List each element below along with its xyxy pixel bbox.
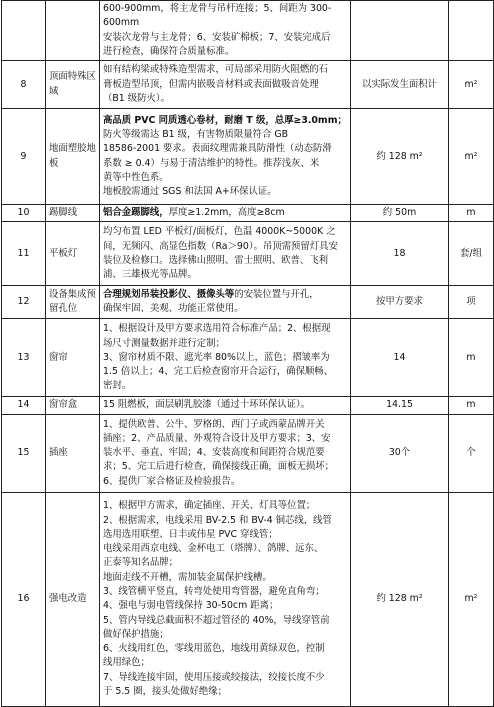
description-line: 1、根据甲方需求，确定插座、开关、灯具等位置； — [103, 500, 316, 512]
quantity: 18 — [351, 222, 449, 286]
table-row — [2, 222, 494, 286]
description-line: 选用选用联塑、日丰或伟星 PVC 穿线管； — [103, 528, 278, 540]
description-line: 黄等中性色系。 — [103, 171, 169, 183]
description-line: 于 5.5 圈，接头处做好绝缘； — [103, 686, 227, 698]
description-line: 600-900mm，将主龙骨与吊杆连接；5、间距为 300-600mm — [103, 3, 332, 29]
description-line: 6、提供厂家合格证及检验报告。 — [103, 475, 241, 487]
description-line: 插座；2、产品质量、外观符合设计及甲方要求；3、安 — [103, 432, 331, 444]
description-line: 膏板造型吊顶，但需内嵌吸音材料或表面做吸音处理 — [103, 78, 319, 90]
description-line: 地面走线不开槽，需加装金属保护线槽。 — [103, 571, 272, 583]
table-row — [2, 109, 494, 205]
table-row — [2, 205, 494, 222]
unit: 套/组 — [449, 222, 494, 286]
row-number: 8 — [2, 61, 46, 109]
row-number: 11 — [2, 222, 46, 286]
description-line: 1.5 倍以上；4、完工后检查窗帘开合运行，确保顺畅、 — [103, 366, 334, 378]
table-row — [2, 492, 494, 706]
unit: 项 — [449, 286, 494, 319]
unit: m² — [449, 61, 494, 109]
description-line: 电线采用西京电线、金杯电工（塔牌）、鸽牌、远东、 — [103, 543, 324, 555]
description-line: 2、根据需求，电线采用 BV-2.5 和 BV-4 铜芯线，线管 — [103, 514, 332, 526]
quantity: 以实际发生面积计 — [351, 61, 449, 109]
table-row — [2, 61, 494, 109]
description-line: 线用绿色； — [103, 657, 150, 669]
description-line: 1、根据设计及甲方要求选用符合标准产品；2、根据现 — [103, 323, 331, 335]
description-line: 1、提供欧普、公牛、罗格朗、西门子或西蒙品牌开关 — [103, 418, 325, 430]
description-lead: 铝合金踢脚线， — [103, 207, 169, 219]
description-line: 如有结构梁或特殊造型需求，可局部采用防火阻燃的石 — [103, 64, 329, 76]
description-lead: 高品质 PVC 同质透心卷材，耐磨 T 级，总厚≥3.0mm； — [103, 114, 347, 126]
item-name: 窗帘 — [46, 319, 100, 397]
description-line: 系数 ≥ 0.4）与易于清洁维护的特性。推荐浅灰、米 — [103, 157, 320, 169]
description-line: 4、强电与弱电管线保持 30-50cm 距离； — [103, 600, 279, 612]
item-description — [100, 286, 351, 319]
description-line: 装水平、垂直、牢固；4、安装高度和间距符合规范要 — [103, 447, 325, 459]
description-line: 浦、三雄极光等品牌。 — [103, 269, 197, 281]
item-name: 窗帘盒 — [46, 397, 100, 414]
item-description — [100, 319, 351, 397]
item-name: 设备集成预留孔位 — [46, 286, 100, 319]
description-line: 场尺寸测量数据并进行定制； — [103, 337, 225, 349]
unit: m² — [449, 492, 494, 706]
description-line: 间，无频闪、高显色指数（Ra＞90）。吊顶需预留灯具安 — [103, 240, 338, 252]
table-row — [2, 286, 494, 319]
description-line: 的安装位置与开孔， — [234, 289, 319, 301]
description-line: 厚度≥1.2mm，高度≥8cm — [168, 207, 285, 219]
description-line: 防火等级需达 B1 级，有害物质限量符合 GB — [103, 129, 289, 141]
quantity: 约 128 m² — [351, 109, 449, 205]
unit: m — [449, 319, 494, 397]
description-line: 7、导线连接牢固，使用压接或绞接法，绞接长度不少 — [103, 671, 325, 683]
table-row — [2, 1, 494, 61]
description-line: 进行检查，确保符合质量标准。 — [103, 45, 235, 57]
description-line: 密封。 — [103, 380, 132, 392]
description-line: 正泰等知名品牌； — [103, 557, 179, 569]
description-line: 均匀布置 LED 平板灯/面板灯，色温 4000K~5000K 之 — [103, 226, 336, 238]
description-line: 3、窗帘材质不限、遮光率 80%以上，蓝色；褶皱率为 — [103, 351, 330, 363]
description-line: 确保牢固、美观、功能正常使用。 — [103, 303, 244, 315]
quantity: 约 50m — [351, 205, 449, 222]
item-description — [100, 205, 351, 222]
item-description — [100, 1, 351, 61]
item-description — [100, 61, 351, 109]
row-number: 16 — [2, 492, 46, 706]
spec-table — [1, 0, 494, 707]
row-number: 13 — [2, 319, 46, 397]
item-description: 15 阻燃板，面层刷乳胶漆（通过十环环保认证）。 — [100, 397, 351, 414]
unit — [449, 1, 494, 61]
description-line: 安装次龙骨与主龙骨；6、安装矿棉板；7、安装完成后 — [103, 31, 331, 43]
quantity: 14 — [351, 319, 449, 397]
item-description — [100, 414, 351, 492]
quantity: 30个 — [351, 414, 449, 492]
table-row — [2, 319, 494, 397]
item-name: 顶面特殊区域 — [46, 61, 100, 109]
item-description — [100, 492, 351, 706]
quantity: 按甲方要求 — [351, 286, 449, 319]
description-line: 装位及检修口。选择佛山照明、雷士照明、欧普、飞利 — [103, 254, 329, 266]
item-name: 平板灯 — [46, 222, 100, 286]
row-number: 12 — [2, 286, 46, 319]
row-number: 10 — [2, 205, 46, 222]
item-name: 强电改造 — [46, 492, 100, 706]
description-line: 做好保护措施； — [103, 628, 169, 640]
description-line: 5、管内导线总截面积不超过管径的 40%，导线穿管前 — [103, 614, 330, 626]
row-number: 15 — [2, 414, 46, 492]
description-line: 求；5、完工后进行检查，确保接线正确，面板无损坏； — [103, 461, 334, 473]
item-name: 地面塑胶地板 — [46, 109, 100, 205]
description-line: 18586-2001 要求。表面纹理需兼具防滑性（动态防滑 — [103, 143, 332, 155]
unit: 个 — [449, 414, 494, 492]
row-number: 14 — [2, 397, 46, 414]
item-name: 插座 — [46, 414, 100, 492]
unit: m — [449, 205, 494, 222]
item-name: 踢脚线 — [46, 205, 100, 222]
table-row — [2, 397, 494, 414]
quantity: 约 128 m² — [351, 492, 449, 706]
description-lead: 合理规划吊装投影仪、摄像头等 — [103, 289, 235, 301]
description-line: 地板胶需通过 SGS 和法国 A+环保认证。 — [103, 186, 277, 198]
item-description — [100, 109, 351, 205]
description-line: 6、火线用红色，零线用蓝色，地线用黄绿双色，控制 — [103, 643, 325, 655]
description-line: （B1 级防火）。 — [103, 92, 170, 104]
quantity — [351, 1, 449, 61]
row-number — [2, 1, 46, 61]
table-row — [2, 414, 494, 492]
row-number: 9 — [2, 109, 46, 205]
item-name — [46, 1, 100, 61]
unit: m — [449, 397, 494, 414]
item-description — [100, 222, 351, 286]
description-line: 3、线管横平竖直，转弯处使用弯管器，避免直角弯； — [103, 585, 325, 597]
quantity: 14.15 — [351, 397, 449, 414]
unit: m² — [449, 109, 494, 205]
